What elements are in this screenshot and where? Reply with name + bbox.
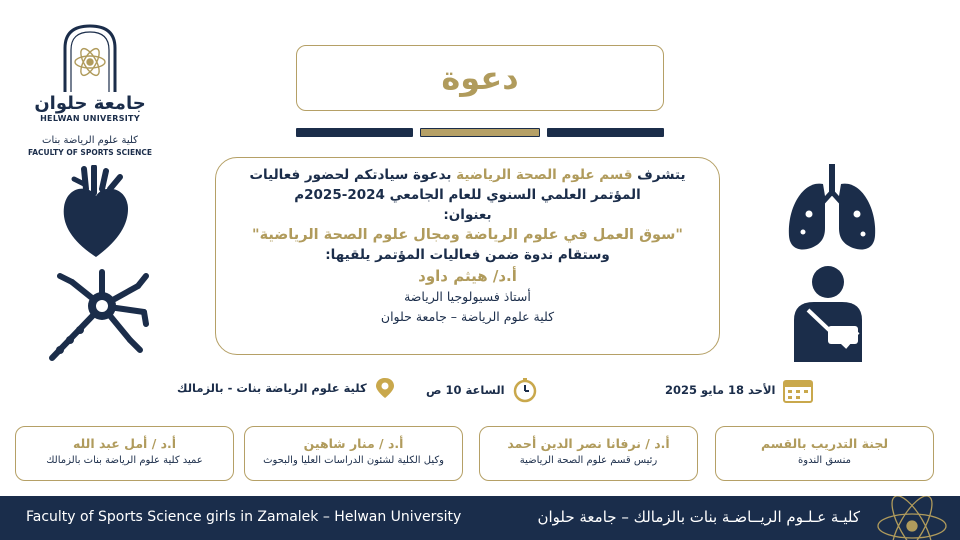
card-title: أ.د / منار شاهين — [303, 436, 404, 451]
speaker-name: أ.د/ هيثم داود — [418, 267, 517, 285]
divider-bar-right — [547, 128, 664, 137]
invitation-line-1 — [216, 165, 719, 185]
invitation-line-3: بعنوان: — [443, 207, 492, 223]
lungs-icon — [785, 162, 880, 254]
card-title: أ.د / أمل عبد الله — [72, 436, 177, 451]
footer-text-ar: كليـة عـلـوم الريــاضـة بنات بالزمالك – جامعة حلوان — [537, 508, 860, 526]
organizer-card-2 — [479, 426, 698, 481]
page-title: دعوة — [441, 59, 519, 97]
card-subtitle: رئيس قسم علوم الصحة الرياضية — [519, 455, 658, 466]
atom-icon — [862, 496, 952, 540]
clock-icon — [513, 377, 537, 403]
faculty-name-en: FACULTY OF SPORTS SCIENCE — [27, 148, 153, 157]
decorative-bars — [296, 128, 664, 137]
invitation-intro-end: بدعوة سيادتكم لحضور فعاليات — [249, 167, 452, 183]
footer-bar — [0, 496, 960, 540]
invitation-line-5: وستقام ندوة ضمن فعاليات المؤتمر يلقيها: — [325, 247, 610, 263]
date-text: الأحد 18 مايو 2025 — [665, 383, 776, 397]
organizer-card-1 — [715, 426, 934, 481]
invitation-box — [215, 157, 720, 355]
seminar-topic: "سوق العمل في علوم الرياضة ومجال علوم الصحة الرياضية" — [252, 227, 683, 243]
time-text: الساعة 10 ص — [426, 383, 505, 397]
card-subtitle: منسق الندوة — [798, 455, 851, 466]
location-text: كلية علوم الرياضة بنات - بالزمالك — [177, 381, 367, 395]
location-info — [177, 377, 395, 399]
speaker-affiliation: كلية علوم الرياضة – جامعة حلوان — [380, 309, 555, 324]
organizer-card-3 — [244, 426, 463, 481]
injured-arm-icon — [788, 264, 866, 364]
footer-text-en: Faculty of Sports Science girls in Zamalek – Helwan University — [26, 509, 462, 525]
atom-logo-icon — [59, 22, 121, 94]
invitation-intro: يتشرف — [637, 167, 686, 183]
organizer-card-4 — [15, 426, 234, 481]
university-name-en: HELWAN UNIVERSITY — [40, 114, 140, 123]
title-box — [296, 45, 664, 111]
time-info — [426, 377, 537, 403]
card-subtitle: عميد كلية علوم الرياضة بنات بالزمالك — [46, 455, 203, 466]
divider-bar-left — [296, 128, 413, 137]
location-icon — [375, 377, 395, 399]
date-info — [665, 377, 813, 403]
card-title: أ.د / نرفانا نصر الدين أحمد — [507, 436, 670, 451]
neuron-icon — [42, 266, 150, 364]
calendar-icon — [783, 377, 813, 403]
faculty-name-ar: كلية علوم الرياضة بنات — [42, 135, 138, 146]
university-name-ar: جامعة حلوان — [34, 93, 146, 114]
department-name: قسم علوم الصحة الرياضية — [456, 167, 633, 183]
speaker-title: أستاذ فسيولوجيا الرياضة — [404, 289, 531, 304]
invitation-line-2: المؤتمر العلمي السنوي للعام الجامعي 2024-2025م — [294, 187, 641, 203]
heart-icon — [60, 165, 132, 260]
divider-bar-center — [420, 128, 540, 137]
university-logo — [20, 22, 160, 157]
card-subtitle: وكيل الكلية لشئون الدراسات العليا والبحوث — [263, 455, 444, 466]
card-title: لجنة التدريب بالقسم — [760, 436, 889, 451]
